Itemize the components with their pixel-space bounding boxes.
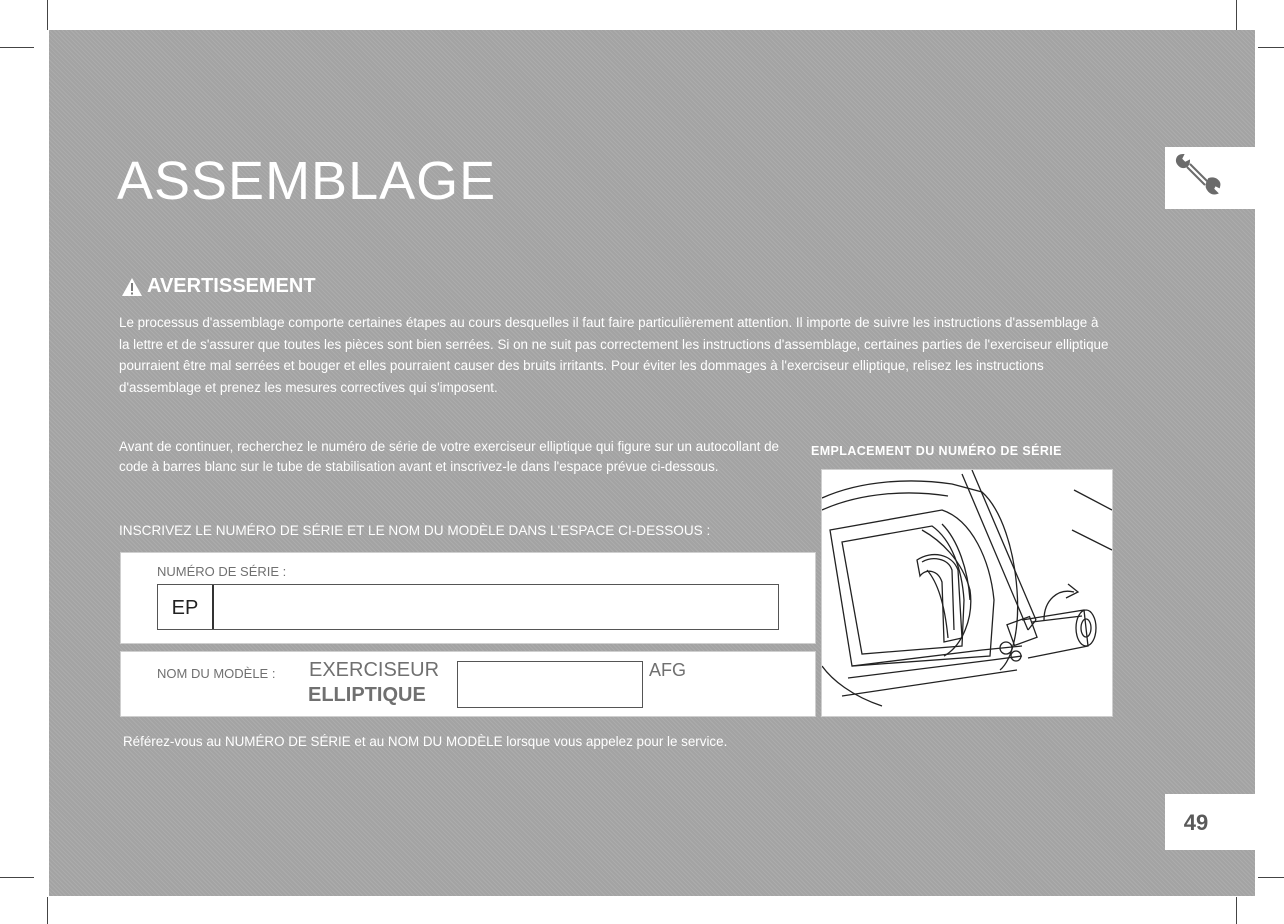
page-title: ASSEMBLAGE bbox=[117, 151, 497, 211]
crop-mark bbox=[1258, 47, 1284, 48]
model-name-suffix: AFG bbox=[649, 660, 687, 680]
serial-location-illustration bbox=[821, 469, 1113, 717]
instruction-text: INSCRIVEZ LE NUMÉRO DE SÉRIE ET LE NOM DU MODÈLE DANS L'ESPACE CI-DESSOUS : bbox=[119, 523, 711, 538]
serial-number-label: NUMÉRO DE SÉRIE : bbox=[157, 564, 287, 579]
warning-heading-text: AVERTISSEMENT bbox=[147, 275, 316, 297]
crop-mark bbox=[47, 897, 48, 924]
model-name-line1: EXERCISEUR bbox=[309, 659, 440, 681]
manual-page bbox=[49, 30, 1255, 896]
serial-number-field[interactable] bbox=[157, 584, 779, 630]
crop-mark bbox=[1236, 897, 1237, 924]
elliptical-frame-drawing bbox=[822, 470, 1112, 716]
model-name-box bbox=[120, 651, 816, 717]
wrench-icon bbox=[1165, 147, 1227, 209]
crop-mark bbox=[47, 0, 48, 30]
crop-mark bbox=[1236, 0, 1237, 30]
serial-number-box bbox=[120, 552, 816, 644]
crop-mark bbox=[0, 47, 34, 48]
model-name-label: NOM DU MODÈLE : bbox=[157, 666, 276, 681]
page-number-tab bbox=[1165, 794, 1255, 850]
intro-text: Avant de continuer, recherchez le numéro de série de votre exerciseur elliptique qui figure sur un autocollant de code à barres blanc sur le tube de stabilisation avant et inscrivez-le dans l'espace prévue ci-dessous. bbox=[119, 439, 780, 474]
warning-triangle-icon bbox=[121, 277, 143, 297]
serial-prefix: EP bbox=[158, 585, 214, 629]
warning-heading bbox=[121, 275, 316, 298]
model-name-line2: ELLIPTIQUE bbox=[308, 684, 426, 706]
page-number: 49 bbox=[1183, 810, 1209, 835]
section-tab bbox=[1165, 147, 1255, 209]
crop-mark bbox=[0, 877, 34, 878]
serial-location-title: EMPLACEMENT DU NUMÉRO DE SÉRIE bbox=[811, 444, 1062, 458]
service-reference-text: Référez-vous au NUMÉRO DE SÉRIE et au NOM DU MODÈLE lorsque vous appelez pour le service. bbox=[123, 734, 728, 749]
warning-text: Le processus d'assemblage comporte certaines étapes au cours desquelles il faut faire particulièrement attention. Il importe de suivre les instructions d'assemblage à la lettre et de s'assurer que toutes les pièces sont bien serrées. Si on ne suit pas correctement les instructions d'assemblage, certaines parties de l'exerciseur elliptique pourraient être mal serrées et bouger et elles pourraient causer des bruits irritants. Pour éviter les dommages à l'exerciseur elliptique, relisez les instructions d'assemblage et prenez les mesures correctives qui s'imposent. bbox=[119, 315, 1109, 395]
model-name-field[interactable] bbox=[457, 661, 643, 708]
crop-mark bbox=[1258, 877, 1284, 878]
